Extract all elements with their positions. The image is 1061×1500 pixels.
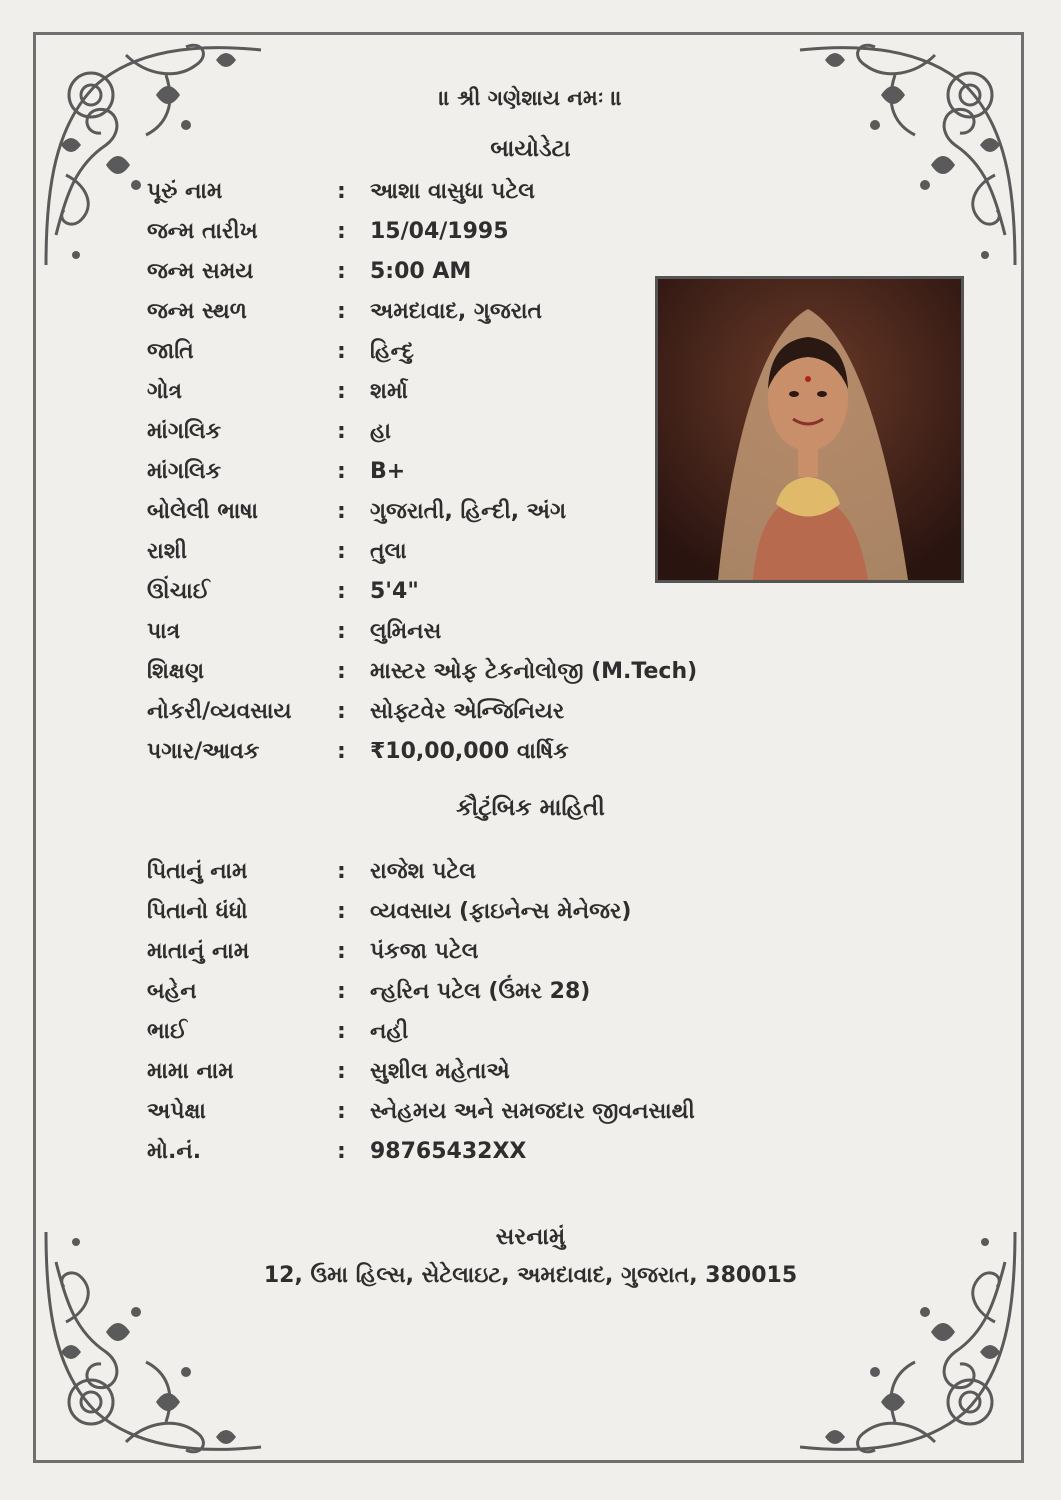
detail-value: શર્મા (370, 378, 408, 404)
colon: : (337, 298, 346, 324)
detail-label: રાશી (147, 538, 188, 564)
detail-row (147, 211, 697, 251)
detail-value: ન્હરિન પટેલ (ઉંમર 28) (370, 978, 591, 1004)
invocation-text: ॥ શ્રી ગણેશાય નમઃ ॥ (438, 86, 623, 110)
detail-value: રાજેશ પટેલ (370, 858, 476, 884)
detail-row (147, 691, 697, 731)
detail-value: 5:00 AM (370, 258, 472, 284)
detail-value: સુશીલ મહેતાએ (370, 1058, 510, 1084)
detail-label: પિતાનું નામ (147, 858, 248, 884)
detail-value: 98765432XX (370, 1138, 527, 1164)
detail-row (147, 331, 697, 371)
detail-row (147, 1011, 695, 1051)
detail-row (147, 1131, 695, 1171)
detail-row (147, 1051, 695, 1091)
family-info-heading: કૌટુંબિક માહિતી (456, 795, 605, 821)
colon: : (337, 378, 346, 404)
detail-value: હિન્દુ (370, 338, 414, 364)
detail-value: અમદાવાદ, ગુજરાત (370, 298, 543, 324)
detail-label: નોકરી/વ્યવસાય (147, 698, 292, 724)
detail-row (147, 931, 695, 971)
colon: : (337, 1138, 346, 1164)
detail-row (147, 891, 695, 931)
detail-row (147, 571, 697, 611)
detail-label: મો.નં. (147, 1138, 202, 1164)
detail-value: માસ્ટર ઓફ ટેકનોલોજી (M.Tech) (370, 658, 698, 684)
colon: : (337, 938, 346, 964)
colon: : (337, 738, 346, 764)
colon: : (337, 338, 346, 364)
colon: : (337, 698, 346, 724)
floral-corner-bottom-left-icon (36, 1222, 271, 1462)
colon: : (337, 898, 346, 924)
detail-row (147, 171, 697, 211)
detail-row (147, 531, 697, 571)
detail-row (147, 731, 697, 771)
family-details (147, 851, 695, 1171)
detail-label: બોલેલી ભાષા (147, 498, 259, 524)
detail-value: હા (370, 418, 392, 444)
detail-value: 5'4" (370, 578, 419, 604)
detail-value: તુલા (370, 538, 407, 564)
detail-row (147, 371, 697, 411)
detail-value: 15/04/1995 (370, 218, 509, 244)
biodata-heading: બાયોડેટા (490, 136, 571, 162)
detail-label: માતાનું નામ (147, 938, 250, 964)
bride-portrait-icon (658, 279, 961, 580)
colon: : (337, 458, 346, 484)
detail-row (147, 451, 697, 491)
colon: : (337, 578, 346, 604)
detail-label: જન્મ સમય (147, 258, 254, 284)
colon: : (337, 178, 346, 204)
detail-label: ગોત્ર (147, 378, 183, 404)
detail-value: નહી (370, 1018, 409, 1044)
detail-row (147, 411, 697, 451)
colon: : (337, 618, 346, 644)
address-heading: સરનામું (495, 1224, 566, 1250)
detail-row (147, 291, 697, 331)
detail-label: બહેન (147, 978, 197, 1004)
detail-value: વ્યવસાય (ફાઇનેન્સ મેનેજર) (370, 898, 632, 924)
detail-label: પિતાનો ધંધો (147, 898, 248, 924)
detail-value: આશા વાસુધા પટેલ (370, 178, 535, 204)
detail-label: અપેક્ષા (147, 1098, 206, 1124)
detail-label: પગાર/આવક (147, 738, 260, 764)
detail-label: માંગલિક (147, 458, 222, 484)
detail-value: ₹10,00,000 વાર્ષિક (370, 738, 569, 764)
colon: : (337, 1058, 346, 1084)
detail-label: જન્મ તારીખ (147, 218, 258, 244)
detail-value: લુમિનસ (370, 618, 442, 644)
colon: : (337, 858, 346, 884)
colon: : (337, 1098, 346, 1124)
detail-row (147, 611, 697, 651)
detail-value: પંકજા પટેલ (370, 938, 479, 964)
detail-label: ભાઈ (147, 1018, 187, 1044)
detail-label: પૂરું નામ (147, 178, 223, 204)
detail-row (147, 251, 697, 291)
detail-row (147, 851, 695, 891)
detail-value: સોફ્ટવેર એન્જિનિયર (370, 698, 565, 724)
profile-photo (655, 276, 964, 583)
detail-label: મામા નામ (147, 1058, 234, 1084)
detail-label: પાત્ર (147, 618, 181, 644)
colon: : (337, 218, 346, 244)
detail-label: માંગલિક (147, 418, 222, 444)
detail-label: જાતિ (147, 338, 194, 364)
colon: : (337, 538, 346, 564)
detail-label: શિક્ષણ (147, 658, 205, 684)
detail-value: સ્નેહમય અને સમજદાર જીવનસાથી (370, 1098, 695, 1124)
personal-details (147, 171, 697, 771)
detail-row (147, 971, 695, 1011)
detail-row (147, 491, 697, 531)
colon: : (337, 978, 346, 1004)
colon: : (337, 418, 346, 444)
detail-label: જન્મ સ્થળ (147, 298, 247, 324)
detail-value: ગુજરાતી, હિન્દી, અંગ (370, 498, 567, 524)
detail-value: B+ (370, 458, 406, 484)
floral-corner-bottom-right-icon (790, 1222, 1025, 1462)
colon: : (337, 658, 346, 684)
colon: : (337, 1018, 346, 1044)
colon: : (337, 498, 346, 524)
detail-row (147, 1091, 695, 1131)
colon: : (337, 258, 346, 284)
detail-label: ઊંચાઈ (147, 578, 210, 604)
detail-row (147, 651, 697, 691)
address-text: 12, ઉમા હિલ્સ, સેટેલાઇટ, અમદાવાદ, ગુજરાત, 380015 (263, 1263, 798, 1288)
